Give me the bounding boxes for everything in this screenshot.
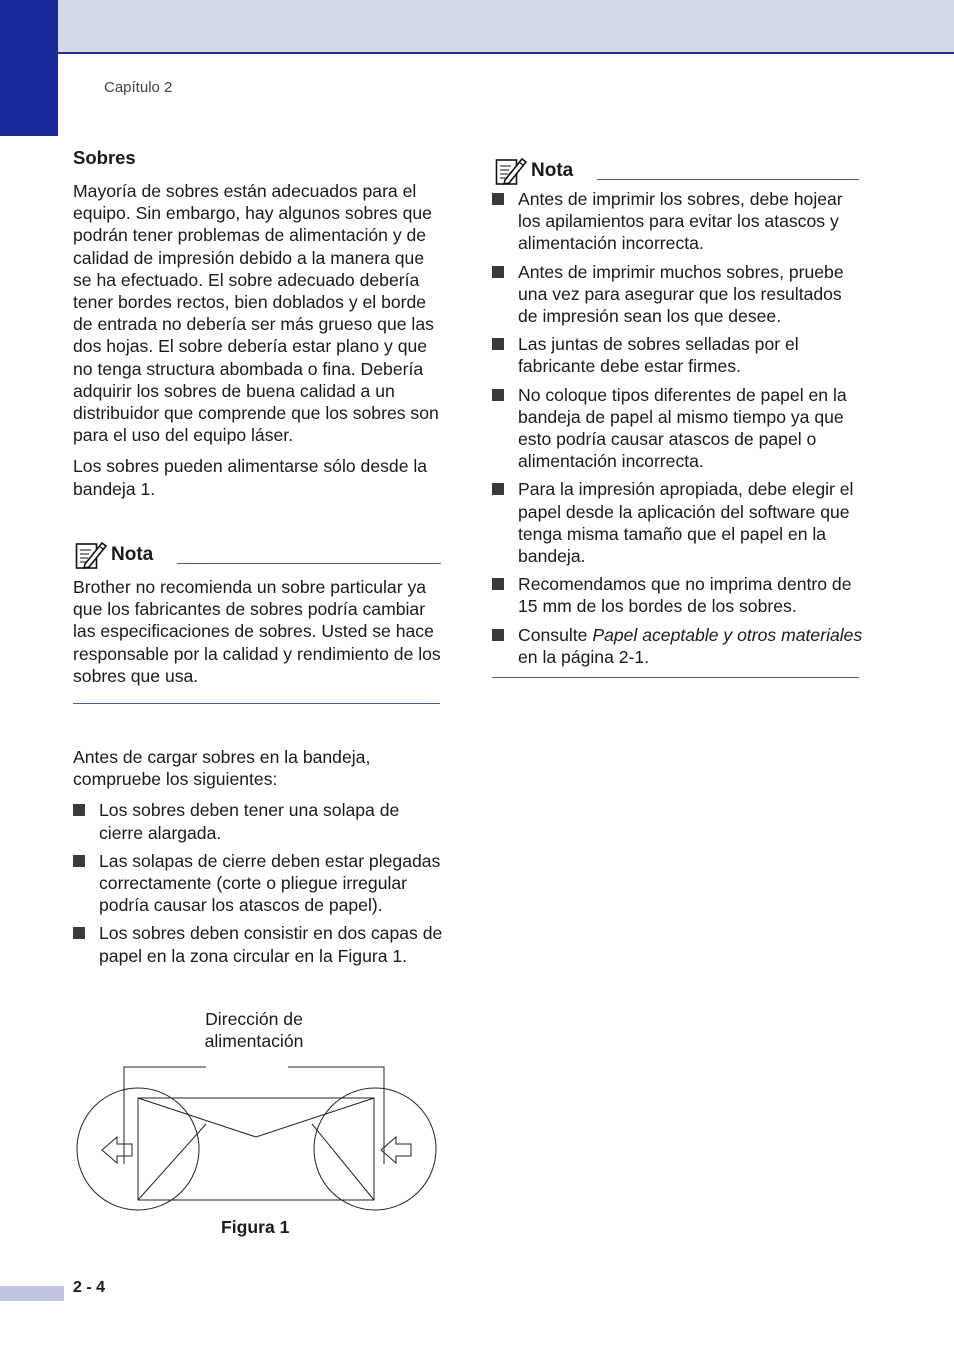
- note-bullets: [492, 188, 864, 668]
- list-item: Las juntas de sobres selladas por el fabricante debe estar firmes.: [492, 333, 864, 377]
- checklist: [73, 799, 445, 966]
- envelope-body: [138, 1098, 374, 1200]
- list-item: Para la impresión apropiada, debe elegir el papel desde la aplicación del software que tenga misma tamaño que el papel en la bandeja.: [492, 478, 864, 567]
- left-arrow-icon: [102, 1137, 132, 1163]
- left-intro: [73, 180, 443, 500]
- right-arrow-icon: [381, 1137, 411, 1163]
- list-item: Consulte Papel aceptable y otros materiales en la página 2-1.: [492, 624, 864, 668]
- note-pencil-icon: [75, 540, 107, 570]
- list-item: Los sobres deben tener una solapa de cierre alargada.: [73, 799, 445, 843]
- tray-paragraph: Los sobres pueden alimentarse sólo desde la bandeja 1.: [73, 456, 428, 499]
- list-item: Las solapas de cierre deben estar plegadas correctamente (corte o pliegue irregular podría causar los atascos de papel).: [73, 850, 445, 917]
- list-item: Antes de imprimir muchos sobres, pruebe una vez para asegurar que los resultados de impresión sean los que desee.: [492, 261, 864, 328]
- figure-caption: Figura 1: [221, 1217, 290, 1237]
- note-end-rule: [492, 677, 859, 678]
- note-end-rule: [73, 703, 440, 704]
- header-band: [0, 0, 954, 54]
- intro-paragraph: Mayoría de sobres están adecuados para el equipo. Sin embargo, hay algunos sobres que podrán tener problemas de alimentación y de calidad de impresión debido a la manera que se ha efectuado. El sobre adecuado debería tener bordes rectos, bien doblados y el borde de entrada no debería ser más grueso que las dos hojas. El sobre debería estar plano y que no tenga structura abombada o fina. Debería adquirir los sobres de buena calidad a un distribuidor que comprende que los sobres son para el uso del equipo láser.: [73, 181, 439, 446]
- left-checklist: [73, 746, 445, 967]
- list-item: Antes de imprimir los sobres, debe hojear los apilamientos para evitar los atascos y alimentación incorrecta.: [492, 188, 864, 255]
- chapter-label: Capítulo 2: [104, 79, 173, 96]
- envelope-figure: [72, 1060, 442, 1216]
- footer-bar: [0, 1286, 64, 1301]
- figure-label: Dirección de alimentación: [204, 1009, 304, 1051]
- direction-bracket-left: [124, 1067, 206, 1164]
- checklist-intro: Antes de cargar sobres en la bandeja, compruebe los siguientes:: [73, 747, 371, 790]
- right-note-header: [495, 156, 861, 186]
- left-note-body: [73, 576, 443, 687]
- list-item: Recomendamos que no imprima dentro de 15 mm de los bordes de los sobres.: [492, 573, 864, 617]
- note-pencil-icon: [495, 156, 527, 186]
- list-item: No coloque tipos diferentes de papel en la bandeja de papel al mismo tiempo ya que esto podría causar atascos de papel o alimentación incorrecta.: [492, 384, 864, 473]
- left-note-header: [75, 540, 441, 570]
- list-item: Los sobres deben consistir en dos capas de papel en la zona circular en la Figura 1.: [73, 922, 445, 966]
- page-number: 2 - 4: [73, 1279, 106, 1296]
- note-title: Nota: [531, 160, 574, 181]
- section-heading-sobres: Sobres: [73, 147, 136, 168]
- chapter-tab: [0, 0, 58, 136]
- note-title: Nota: [111, 544, 154, 565]
- cross-reference-link[interactable]: Papel aceptable y otros materiales: [592, 624, 863, 645]
- note-text: Brother no recomienda un sobre particular ya que los fabricantes de sobres podría cambiar las especificaciones de sobres. Usted se hace responsable por la calidad y rendimiento de los sobres que usa.: [73, 577, 441, 686]
- envelope-flap: [138, 1098, 374, 1137]
- direction-bracket-right: [288, 1067, 384, 1164]
- right-note-list: [492, 188, 864, 668]
